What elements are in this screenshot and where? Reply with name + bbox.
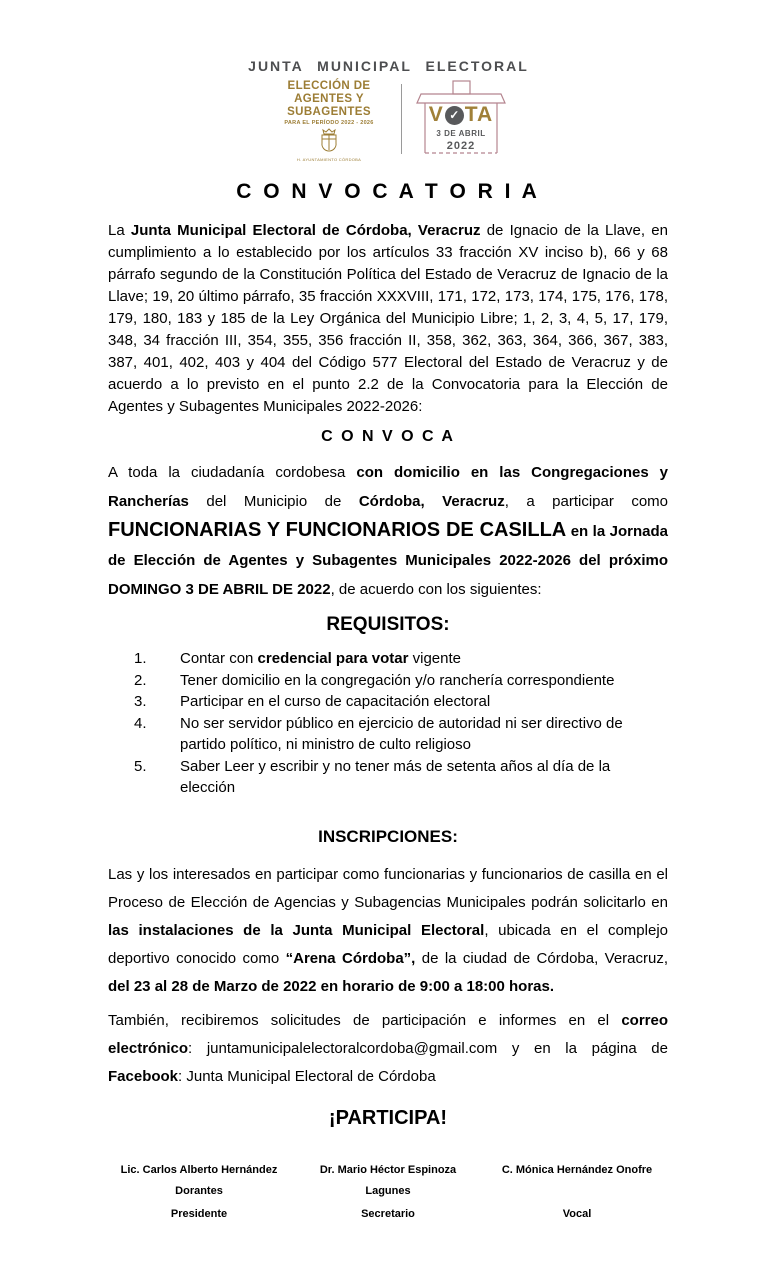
vota-year: 2022 — [446, 140, 476, 152]
item-text — [180, 715, 623, 754]
text-run: Facebook — [108, 1067, 179, 1085]
logo-divider — [401, 84, 402, 154]
text-run: en la Jornada de Elección de Agentes y Subagentes Municipales 2022-2026 del próximo DOMINGO 3 DE ABRIL DE 2022 — [108, 523, 669, 598]
crest-caption: H. AYUNTAMIENTO CÓRDOBA — [296, 157, 362, 162]
text-run: Córdoba, Veracruz — [358, 493, 505, 510]
document-header — [0, 0, 777, 166]
item-number: 2. — [134, 671, 147, 689]
item-text — [180, 672, 614, 689]
document-body — [0, 180, 777, 1225]
item-text — [180, 758, 610, 797]
text-run: , ubicada en el complejo deportivo conocido como — [108, 921, 668, 967]
signature-name-line: Dr. Mario Héctor Espinoza — [319, 1163, 457, 1176]
signature-role: Presidente — [170, 1207, 228, 1220]
vota-letter-v: V — [428, 103, 444, 126]
item-number: 4. — [134, 714, 147, 732]
electoral-logo — [0, 80, 777, 166]
text-run: : juntamunicipalelectoralcordoba@gmail.com y en la página de — [188, 1039, 668, 1057]
text-run: “Arena Córdoba”, — [285, 949, 416, 967]
text-run: Junta Municipal Electoral de Córdoba, Veracruz — [130, 222, 481, 239]
signature-block — [297, 1160, 479, 1225]
text-run: No ser servidor público en ejercicio de autoridad ni ser directivo de partido político, ni ministro de culto religioso — [180, 714, 623, 753]
signature-name-line: C. Mónica Hernández Onofre — [501, 1163, 653, 1176]
participa-heading: ¡PARTICIPA! — [328, 1106, 448, 1129]
item-number: 3. — [134, 693, 147, 710]
text-run: vigente — [408, 650, 462, 667]
text-run: FUNCIONARIAS Y FUNCIONARIOS DE CASILLA — [108, 519, 567, 541]
signature-name-line: Lic. Carlos Alberto Hernández — [120, 1163, 278, 1176]
text-run: con domicilio en las Congregaciones y Rancherías — [108, 464, 668, 510]
page-title: C O N V O C A T O R I A — [236, 180, 540, 203]
requisito-item — [108, 691, 668, 713]
inscripciones-paragraph-2 — [108, 1007, 668, 1091]
text-run: También, recibiremos solicitudes de participación e informes en el — [108, 1011, 622, 1029]
signature-name-line: Dorantes — [175, 1184, 223, 1197]
signature-block — [108, 1160, 290, 1225]
emblem-title-line: SUBAGENTES — [287, 106, 371, 118]
inscripciones-paragraph-1 — [108, 861, 668, 1001]
requisito-item — [108, 670, 668, 692]
text-run: del Municipio de — [188, 493, 359, 510]
signature-role: Secretario — [361, 1207, 415, 1220]
emblem-title-line: ELECCIÓN DE — [287, 80, 371, 92]
convoca-paragraph — [108, 458, 668, 604]
text-run: Tener domicilio en la congregación y/o ranchería correspondiente — [180, 671, 615, 689]
emblem-title — [269, 80, 389, 119]
text-run: Las y los interesados en participar como funcionarias y funcionarios de casilla en el Proceso de Elección de Agencias y Subagencias Municipales podrán solicitarlo en — [108, 865, 668, 911]
text-run: , de acuerdo con los siguientes: — [330, 581, 542, 598]
check-icon: ✓ — [445, 106, 464, 125]
requisito-item — [108, 713, 668, 756]
text-run: Participar en el curso de capacitación electoral — [180, 693, 491, 710]
text-run: La — [108, 222, 131, 239]
item-number: 5. — [134, 757, 147, 775]
signature-block — [486, 1160, 668, 1225]
text-run: correo electrónico — [108, 1011, 668, 1057]
ballot-box-icon — [414, 80, 508, 164]
text-run: de Ignacio de la Llave, en cumplimiento a lo establecido por los artículos 33 fracción XV inciso b), 66 y 68 párrafo segundo de la Constitución Política del Estado de Veracruz de Ignacio de la Llave; 19, 20 último párrafo, 35 fracción XXXVIII, 171, 172, 173, 174, 175, 176, 178, 179, 180, 183 y 185 de la Ley Orgánica del Municipio Libre; 1, 2, 3, 4, 5, 17, 179, 348, 34 fracción III, 354, 355, 356 fracción II, 358, 362, 363, 364, 366, 367, 383, 387, 401, 402, 403 y 404 del Código 577 Electoral del Estado de Veracruz y de acuerdo a lo previsto en el punto 2.2 de la Convocatoria para la Elección de Agentes y Subagentes Municipales 2022-2026: — [108, 222, 668, 415]
text-run: de la ciudad de Córdoba, Veracruz, — [415, 949, 669, 967]
text-run: las instalaciones de la Junta Municipal Electoral — [108, 921, 485, 939]
requisito-item — [108, 648, 668, 670]
inscripciones-heading: INSCRIPCIONES: — [318, 826, 458, 846]
coat-of-arms-icon — [269, 128, 389, 156]
signature-name — [486, 1160, 668, 1202]
emblem-period: PARA EL PERÍODO 2022 - 2026 — [284, 120, 374, 126]
signature-name — [108, 1160, 290, 1202]
signature-role: Vocal — [562, 1207, 592, 1220]
text-run: Contar con — [180, 650, 258, 667]
requisito-item — [108, 756, 668, 799]
vota-date: 3 DE ABRIL — [436, 129, 486, 138]
org-title: JUNTA MUNICIPAL ELECTORAL — [248, 58, 529, 74]
intro-paragraph — [108, 220, 668, 418]
signatures-row — [108, 1160, 668, 1225]
text-run: credencial para votar — [257, 650, 409, 667]
text-run: Saber Leer y escribir y no tener más de setenta años al día de la elección — [180, 757, 611, 796]
convoca-heading: C O N V O C A — [321, 428, 455, 445]
item-text — [180, 693, 490, 710]
vota-letters-ta: TA — [464, 103, 494, 126]
signature-name-line: Lagunes — [365, 1184, 411, 1197]
emblem-title-line: AGENTES Y — [294, 93, 364, 105]
vota-wordmark — [414, 104, 508, 126]
text-run: del 23 al 28 de Marzo de 2022 en horario de 9:00 a 18:00 horas. — [108, 977, 555, 995]
item-number: 1. — [134, 650, 147, 667]
text-run: , a participar como — [504, 493, 669, 510]
requisitos-heading: REQUISITOS: — [326, 614, 450, 635]
signature-name — [297, 1160, 479, 1202]
text-run: : Junta Municipal Electoral de Córdoba — [178, 1067, 436, 1085]
requisitos-list — [108, 648, 668, 799]
item-text — [180, 650, 461, 667]
text-run: A toda la ciudadanía cordobesa — [108, 464, 357, 481]
election-emblem — [269, 80, 389, 162]
